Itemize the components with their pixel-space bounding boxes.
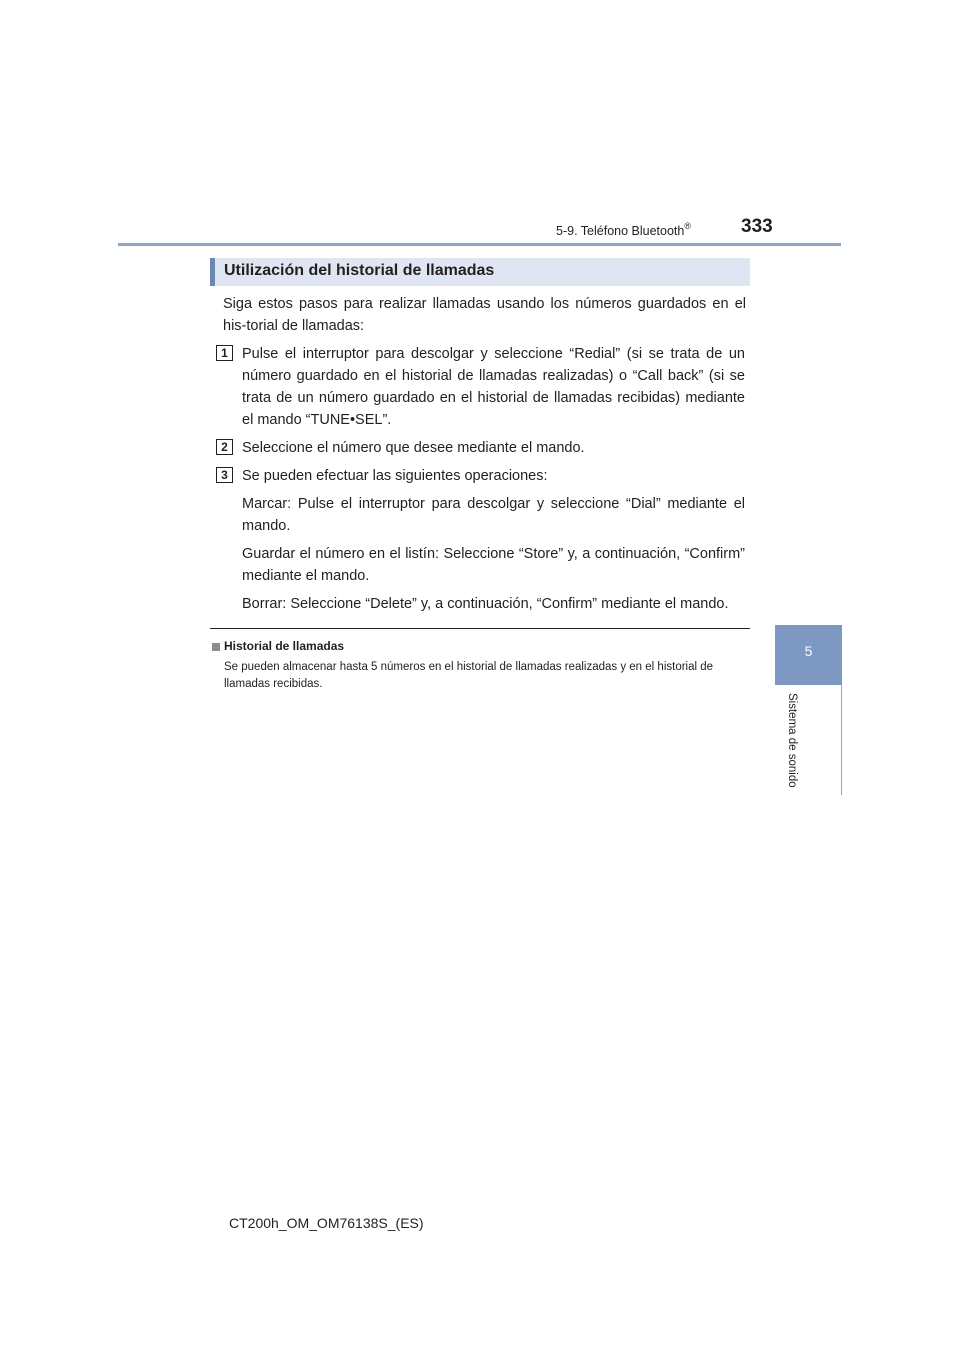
operation-store: Guardar el número en el listín: Seleccione “Store” y, a continuación, “Confirm” mediante el mando.: [242, 546, 745, 584]
step-number-1: 1: [216, 345, 233, 361]
chapter-tab: [775, 625, 842, 685]
page-number: 333: [741, 216, 773, 237]
step-number-2: 2: [216, 439, 233, 455]
intro-paragraph: Siga estos pasos para realizar llamadas usando los números guardados en el his-torial de llamadas:: [223, 296, 746, 334]
chapter-title: 5-9. Teléfono Bluetooth: [556, 224, 685, 238]
note-bullet-icon: [212, 643, 220, 651]
side-rule: [841, 685, 842, 795]
step-text-1: Pulse el interruptor para descolgar y seleccione “Redial” (si se trata de un número guardado en el historial de llamadas realizadas) o “Call back” (si se trata de un número guardado en el historial de llamadas recibidas) mediante el mando “TUNE•SEL”.: [242, 346, 745, 428]
section-title: Utilización del historial de llamadas: [224, 262, 495, 279]
operation-delete: Borrar: Seleccione “Delete” y, a continuación, “Confirm” mediante el mando.: [242, 596, 729, 612]
note-divider: [210, 628, 750, 629]
registered-mark: ®: [684, 221, 691, 231]
step-text-3: Se pueden efectuar las siguientes operaciones:: [242, 468, 548, 484]
footer-document-code: CT200h_OM_OM76138S_(ES): [229, 1215, 424, 1231]
operation-dial: Marcar: Pulse el interruptor para descolgar y seleccione “Dial” mediante el mando.: [242, 496, 745, 534]
step-text-2: Seleccione el número que desee mediante el mando.: [242, 440, 585, 456]
note-body: Se pueden almacenar hasta 5 números en el historial de llamadas realizadas y en el historial de llamadas recibidas.: [224, 661, 714, 690]
note-title: Historial de llamadas: [224, 639, 345, 653]
chapter-tab-number: 5: [804, 643, 813, 659]
chapter-side-label: Sistema de sonido: [786, 693, 798, 788]
section-heading-bar: [210, 258, 750, 286]
header-rule: [118, 243, 841, 246]
step-number-3: 3: [216, 467, 233, 483]
chapter-header: [556, 221, 691, 238]
